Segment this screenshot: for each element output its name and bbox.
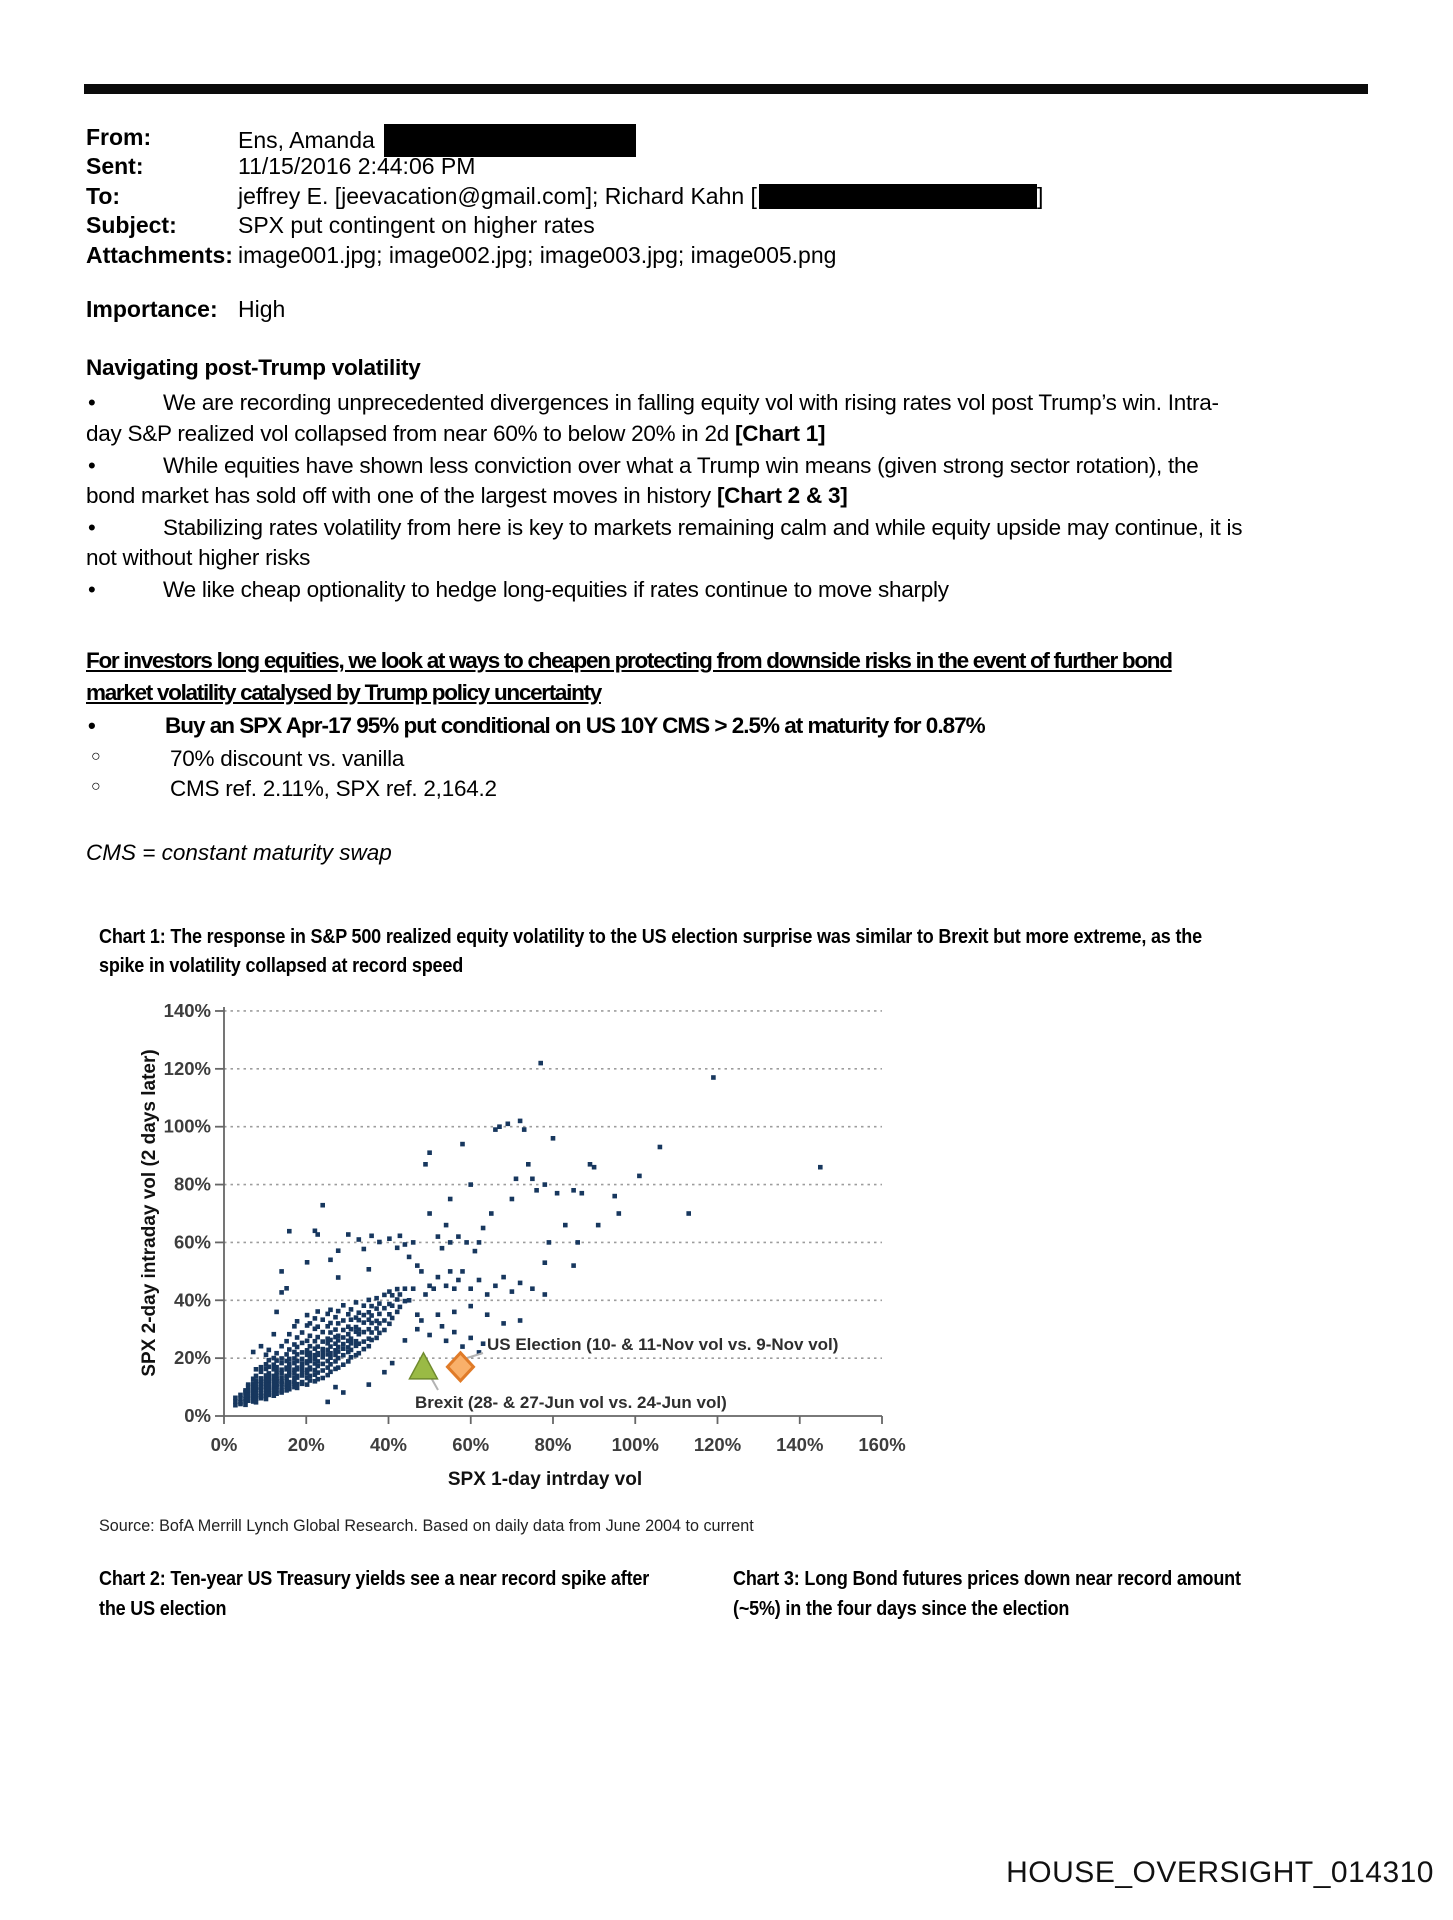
bullet-icon: • — [88, 577, 96, 602]
bullet-3-line-2: not without higher risks — [86, 545, 311, 570]
from-value-text: Ens, Amanda — [238, 127, 375, 153]
chart1-figure — [130, 990, 940, 1510]
sub-bullet-icon: ○ — [91, 748, 101, 765]
body-heading: Navigating post-Trump volatility — [86, 355, 421, 380]
attachments-value: image001.jpg; image002.jpg; image003.jpg; image005.png — [238, 242, 837, 268]
chart-1-reference: [Chart 1] — [734, 421, 826, 446]
cms-definition-note: CMS = constant maturity swap — [86, 840, 392, 865]
bullet-1-line-1 — [86, 390, 1386, 416]
sent-label: Sent: — [86, 153, 144, 179]
x-axis-title: SPX 1-day intrday vol — [447, 1469, 643, 1490]
x-tick-label: 60% — [452, 1434, 490, 1455]
us-election-annotation: US Election (10- & 11-Nov vol vs. 9-Nov vol) — [487, 1335, 839, 1354]
subject-label: Subject: — [86, 212, 177, 238]
header-row-subject — [0, 212, 1453, 242]
bullet-2-line-2 — [86, 483, 1386, 509]
bullet-2-text: While equities have shown less conviction over what a Trump win means (given strong sector rotation), the — [163, 453, 1199, 478]
bullet-icon: • — [88, 390, 96, 415]
bullet-3-text: Stabilizing rates volatility from here is key to markets remaining calm and while equity upside may continue, it is — [163, 515, 1243, 540]
y-tick-label: 80% — [173, 1173, 211, 1195]
header-divider-rule — [84, 84, 1368, 94]
x-tick-label: 80% — [534, 1434, 572, 1455]
importance-value: High — [238, 296, 286, 322]
bates-stamp: HOUSE_OVERSIGHT_014310 — [1006, 1856, 1434, 1889]
chart3-title-line-2: (~5%) in the four days since the election — [733, 1598, 1070, 1620]
x-tick-label: 160% — [858, 1434, 906, 1455]
from-label: From: — [86, 124, 152, 150]
bullet-2-text-cont: bond market has sold off with one of the largest moves in history — [86, 483, 717, 508]
redaction-bar-to — [759, 184, 1037, 209]
subject-value: SPX put contingent on higher rates — [238, 212, 595, 238]
bullet-icon: • — [88, 453, 96, 478]
chart3-title-line-1: Chart 3: Long Bond futures prices down near record amount — [733, 1568, 1241, 1590]
bullet-4-line — [86, 577, 1386, 603]
chart1-title-line-2: spike in volatility collapsed at record speed — [99, 955, 464, 977]
sub-bullet-icon: ○ — [91, 778, 101, 795]
x-tick-label: 140% — [776, 1434, 824, 1455]
x-tick-label: 0% — [210, 1434, 238, 1455]
bullet-1-text: We are recording unprecedented divergences in falling equity vol with rising rates vol post Trump’s win. Intra- — [163, 390, 1219, 415]
buy-bullet-line — [86, 713, 1386, 739]
to-value-bracket: ] — [1036, 183, 1044, 209]
chart-2-3-reference: [Chart 2 & 3] — [716, 483, 848, 508]
header-row-attachments — [0, 242, 1453, 272]
bullet-1-text-cont: day S&P realized vol collapsed from near 60% to below 20% in 2d — [86, 421, 735, 446]
x-tick-label: 120% — [693, 1434, 742, 1455]
header-row-from — [0, 124, 1453, 154]
bullet-4-text: We like cheap optionality to hedge long-equities if rates continue to move sharply — [163, 577, 949, 602]
y-tick-label: 20% — [173, 1347, 211, 1369]
to-value-text: jeffrey E. [jeevacation@gmail.com]; Richard Kahn [ — [238, 183, 757, 209]
underlined-heading-line-1: For investors long equities, we look at ways to cheapen protecting from downside risks in the event of further bond — [86, 648, 1172, 673]
chart1-source-note: Source: BofA Merrill Lynch Global Research. Based on daily data from June 2004 to current — [99, 1516, 754, 1535]
header-row-to — [0, 183, 1453, 213]
bullet-1-line-2 — [86, 421, 1386, 447]
y-axis-title: SPX 2-day intraday vol (2 days later) — [139, 1049, 160, 1377]
bullet-icon: • — [88, 515, 96, 540]
chart2-title-line-1: Chart 2: Ten-year US Treasury yields see a near record spike after — [99, 1568, 650, 1590]
y-tick-label: 0% — [184, 1405, 211, 1426]
chart1-title-line-1: Chart 1: The response in S&P 500 realized equity volatility to the US election surprise was similar to Brexit but more extreme, as the — [99, 926, 1202, 948]
underlined-heading-line-2: market volatility catalysed by Trump policy uncertainty — [86, 680, 601, 705]
brexit-triangle-marker — [409, 1353, 437, 1379]
to-value — [238, 183, 1043, 210]
y-tick-label: 40% — [173, 1289, 211, 1311]
y-tick-label: 60% — [173, 1231, 211, 1253]
chart2-title-line-2: the US election — [99, 1598, 227, 1620]
bullet-icon: • — [88, 713, 96, 738]
header-row-sent — [0, 153, 1453, 183]
header-row-importance — [0, 296, 1453, 326]
us-election-callout-line — [467, 1353, 483, 1358]
x-tick-label: 100% — [611, 1434, 659, 1455]
scatter-points-group — [233, 1061, 823, 1408]
sub-bullet-2-line — [86, 776, 1386, 802]
y-tick-label: 120% — [163, 1057, 211, 1079]
bullet-3-line-1 — [86, 515, 1386, 541]
sub-bullet-1-line — [86, 746, 1386, 772]
sent-value: 11/15/2016 2:44:06 PM — [238, 153, 476, 179]
x-tick-label: 40% — [369, 1434, 408, 1455]
to-label: To: — [86, 183, 121, 209]
sub-bullet-1-text: 70% discount vs. vanilla — [170, 746, 405, 771]
sub-bullet-2-text: CMS ref. 2.11%, SPX ref. 2,164.2 — [170, 776, 497, 801]
importance-label: Importance: — [86, 296, 218, 322]
brexit-annotation: Brexit (28- & 27-Jun vol vs. 24-Jun vol) — [415, 1393, 727, 1412]
x-tick-label: 20% — [287, 1434, 325, 1455]
attachments-label: Attachments: — [86, 242, 233, 268]
y-tick-label: 140% — [163, 999, 211, 1021]
chart1-plot — [130, 990, 940, 1510]
y-tick-label: 100% — [163, 1115, 211, 1137]
bullet-2-line-1 — [86, 453, 1386, 479]
buy-recommendation-text: Buy an SPX Apr-17 95% put conditional on US 10Y CMS > 2.5% at maturity for 0.87% — [165, 713, 985, 738]
